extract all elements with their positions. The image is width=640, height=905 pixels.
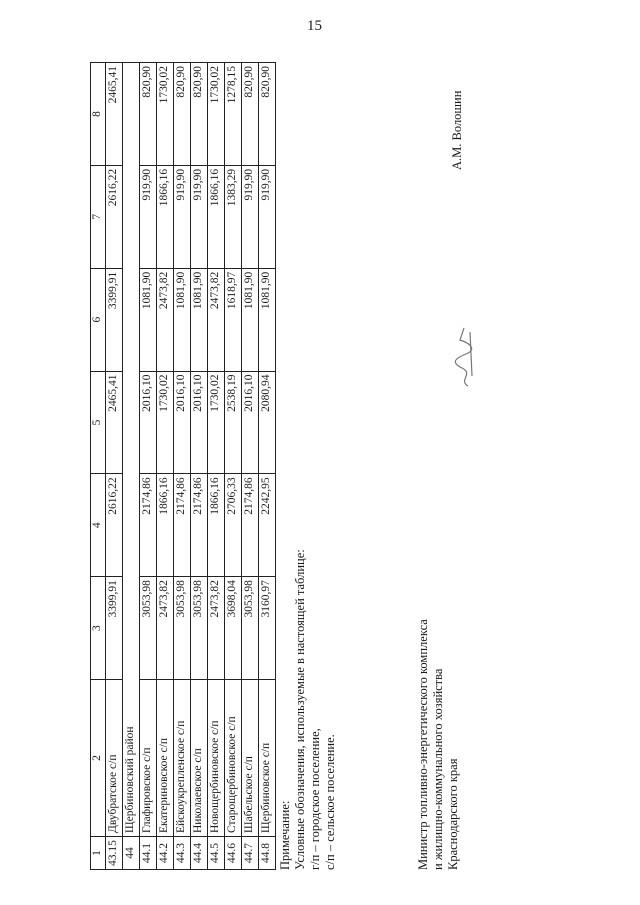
value-cell: 2465,41 <box>106 371 123 474</box>
value-cell: 3053,98 <box>242 577 259 680</box>
table-section-row <box>123 63 140 870</box>
value-cell: 2465,41 <box>106 63 123 166</box>
value-cell: 1866,16 <box>157 474 174 577</box>
value-cell: 2242,95 <box>259 474 276 577</box>
value-cell: 3399,91 <box>106 268 123 371</box>
table-row <box>140 63 157 870</box>
district-name-cell: Щербиновский район <box>123 63 140 837</box>
value-cell: 1866,16 <box>208 165 225 268</box>
value-cell: 820,90 <box>259 63 276 166</box>
row-number-cell: 44.7 <box>242 837 259 870</box>
table-header-row <box>91 63 106 870</box>
settlement-name-cell: Ейскоукрепленское с/п <box>174 680 191 837</box>
value-cell: 919,90 <box>242 165 259 268</box>
value-cell: 1730,02 <box>157 63 174 166</box>
value-cell: 2473,82 <box>157 268 174 371</box>
value-cell: 1081,90 <box>259 268 276 371</box>
table-row <box>225 63 242 870</box>
value-cell: 919,90 <box>140 165 157 268</box>
value-cell: 2080,94 <box>259 371 276 474</box>
notes-line: г/п – городское поселение, <box>308 728 322 870</box>
value-cell: 1081,90 <box>140 268 157 371</box>
value-cell: 3399,91 <box>106 577 123 680</box>
value-cell: 919,90 <box>174 165 191 268</box>
value-cell: 1866,16 <box>208 474 225 577</box>
value-cell: 3160,97 <box>259 577 276 680</box>
notes-line: с/п – сельское поселение. <box>323 734 337 870</box>
value-cell: 2473,82 <box>157 577 174 680</box>
minister-title-line: Краснодарского края <box>446 758 460 870</box>
table-row <box>208 63 225 870</box>
value-cell: 2473,82 <box>208 268 225 371</box>
value-cell: 820,90 <box>140 63 157 166</box>
table-row <box>157 63 174 870</box>
value-cell: 2174,86 <box>140 474 157 577</box>
page-number: 15 <box>307 18 322 34</box>
value-cell: 1383,29 <box>225 165 242 268</box>
settlement-name-cell: Шабельское с/п <box>242 680 259 837</box>
value-cell: 2538,19 <box>225 371 242 474</box>
row-number-cell: 44.3 <box>174 837 191 870</box>
value-cell: 1081,90 <box>191 268 208 371</box>
value-cell: 3053,98 <box>191 577 208 680</box>
value-cell: 1730,02 <box>208 371 225 474</box>
value-cell: 820,90 <box>174 63 191 166</box>
header-cell: 8 <box>91 63 106 166</box>
header-cell: 3 <box>91 577 106 680</box>
settlement-name-cell: Новощербиновское с/п <box>208 680 225 837</box>
value-cell: 919,90 <box>191 165 208 268</box>
row-number-cell: 44.1 <box>140 837 157 870</box>
value-cell: 3053,98 <box>174 577 191 680</box>
value-cell: 820,90 <box>242 63 259 166</box>
table-row <box>191 63 208 870</box>
notes-title: Примечание: <box>278 800 292 870</box>
minister-title-line: Министр топливно-энергетического комплекса <box>416 619 430 870</box>
value-cell: 2174,86 <box>242 474 259 577</box>
value-cell: 2473,82 <box>208 577 225 680</box>
value-cell: 3053,98 <box>140 577 157 680</box>
notes-block <box>278 549 338 870</box>
notes-line: Условные обозначения, используемые в настоящей таблице: <box>293 549 307 870</box>
header-cell: 7 <box>91 165 106 268</box>
value-cell: 2016,10 <box>242 371 259 474</box>
table-row <box>259 63 276 870</box>
value-cell: 3698,04 <box>225 577 242 680</box>
header-cell: 5 <box>91 371 106 474</box>
value-cell: 2174,86 <box>191 474 208 577</box>
value-cell: 2174,86 <box>174 474 191 577</box>
value-cell: 2616,22 <box>106 165 123 268</box>
handwritten-signature <box>448 320 478 390</box>
value-cell: 2616,22 <box>106 474 123 577</box>
row-number-cell: 43.15 <box>106 837 123 870</box>
value-cell: 919,90 <box>259 165 276 268</box>
row-number-cell: 44.2 <box>157 837 174 870</box>
value-cell: 2016,10 <box>191 371 208 474</box>
value-cell: 1730,02 <box>208 63 225 166</box>
value-cell: 820,90 <box>191 63 208 166</box>
value-cell: 1081,90 <box>174 268 191 371</box>
value-cell: 1278,15 <box>225 63 242 166</box>
table-row <box>106 63 123 870</box>
value-cell: 2016,10 <box>140 371 157 474</box>
settlement-name-cell: Двубратское с/п <box>106 680 123 837</box>
value-cell: 1730,02 <box>157 371 174 474</box>
row-number-cell: 44.4 <box>191 837 208 870</box>
value-cell: 1866,16 <box>157 165 174 268</box>
value-cell: 1081,90 <box>242 268 259 371</box>
row-number-cell: 44 <box>123 837 140 870</box>
table-row <box>174 63 191 870</box>
table-body <box>91 63 276 870</box>
row-number-cell: 44.6 <box>225 837 242 870</box>
value-cell: 2016,10 <box>174 371 191 474</box>
settlement-name-cell: Екатериновское с/п <box>157 680 174 837</box>
signer-name: А.М. Волошин <box>450 90 464 170</box>
header-cell: 2 <box>91 680 106 837</box>
minister-title-block <box>416 619 461 870</box>
header-cell: 4 <box>91 474 106 577</box>
table-row <box>242 63 259 870</box>
tariff-table <box>90 62 276 870</box>
settlement-name-cell: Николаевское с/п <box>191 680 208 837</box>
row-number-cell: 44.5 <box>208 837 225 870</box>
rotated-sheet <box>78 20 638 870</box>
settlement-name-cell: Старощербиновское с/п <box>225 680 242 837</box>
settlement-name-cell: Щербиновское с/п <box>259 680 276 837</box>
row-number-cell: 44.8 <box>259 837 276 870</box>
header-cell: 1 <box>91 837 106 870</box>
settlement-name-cell: Глафировское с/п <box>140 680 157 837</box>
value-cell: 2706,33 <box>225 474 242 577</box>
header-cell: 6 <box>91 268 106 371</box>
value-cell: 1618,97 <box>225 268 242 371</box>
minister-title-line: и жилищно-коммунального хозяйства <box>431 668 445 870</box>
